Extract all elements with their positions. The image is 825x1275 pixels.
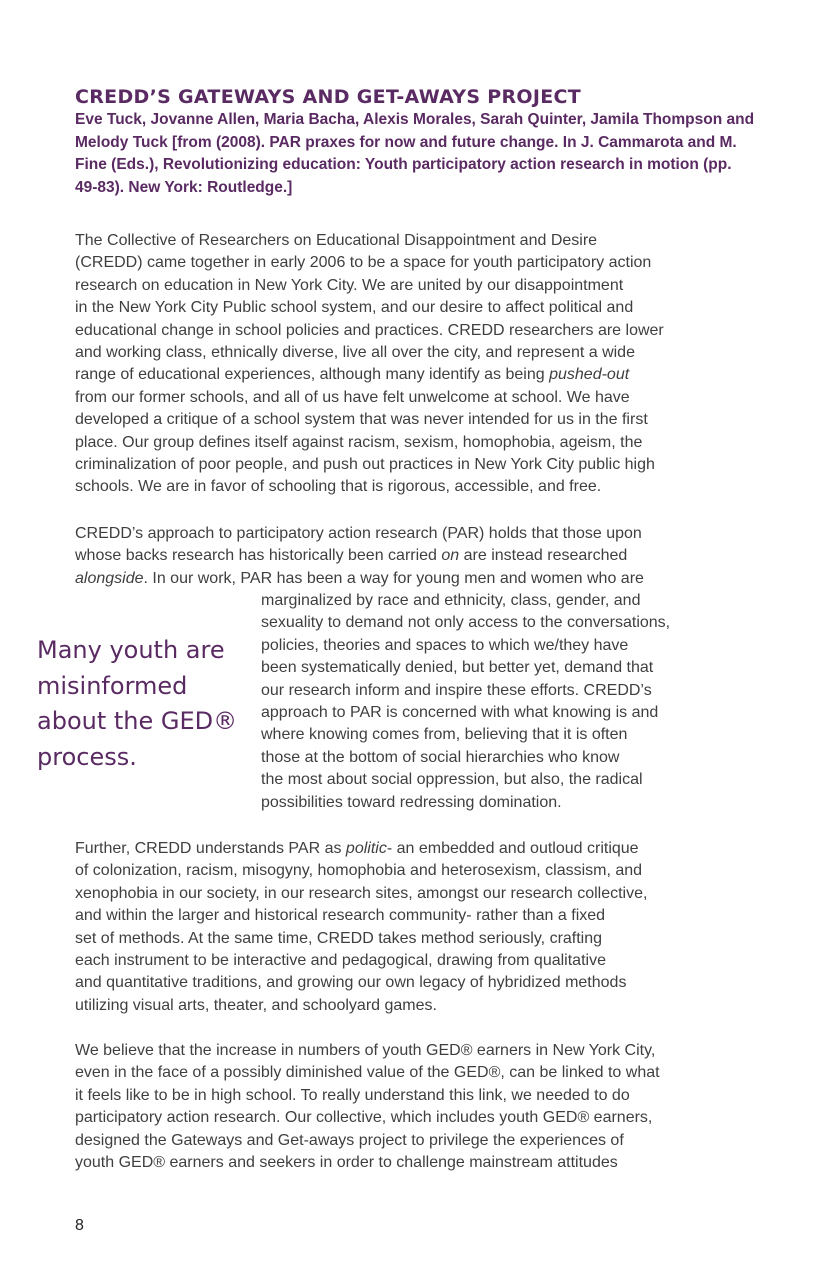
text-line: place. Our group defines itself against racism, sexism, homophobia, ageism, the — [75, 433, 643, 451]
text-line: participatory action research. Our collective, which includes youth GED® earners, — [75, 1109, 653, 1127]
text-line: marginalized by race and ethnicity, class, gender, and — [261, 592, 641, 609]
pull-quote-line: process. — [37, 742, 137, 771]
paragraph-3 — [75, 838, 715, 1017]
text-run: are instead researched — [459, 547, 628, 565]
text-line: criminalization of poor people, and push out practices in New York City public high — [75, 456, 655, 474]
text-line: in the New York City Public school system, and our desire to affect political and — [75, 299, 634, 317]
text-line: sexuality to demand not only access to the conversations, — [261, 614, 671, 632]
text-line: developed a critique of a school system that was never intended for us in the first — [75, 411, 648, 429]
text-line: xenophobia in our society, in our research sites, amongst our research collective, — [75, 884, 648, 902]
text-line: designed the Gateways and Get-aways project to privilege the experiences of — [75, 1131, 624, 1149]
citation-line: Eve Tuck, Jovanne Allen, Maria Bacha, Alexis Morales, Sarah Quinter, Jamila Thompson and — [75, 111, 755, 128]
text-line — [75, 838, 715, 860]
paragraph-4 — [75, 1040, 715, 1174]
pull-quote-line: Many youth are — [37, 636, 225, 664]
paragraph-1 — [75, 230, 715, 499]
text-line: (CREDD) came together in early 2006 to be a space for youth participatory action — [75, 254, 652, 272]
pull-quote — [37, 633, 252, 775]
page-number: 8 — [75, 1217, 84, 1234]
text-line: The Collective of Researchers on Educational Disappointment and Desire — [75, 232, 598, 249]
text-line: even in the face of a possibly diminished value of the GED®, can be linked to what — [75, 1064, 660, 1082]
text-run: Further, CREDD understands PAR as — [75, 840, 346, 857]
text-line: where knowing comes from, believing that it is often — [261, 726, 628, 744]
italic-term: pushed-out — [549, 366, 630, 384]
citation-line: 49-83). New York: Routledge.] — [75, 179, 293, 197]
pull-quote-line: about the GED® — [37, 707, 238, 735]
text-line: research on education in New York City. We are united by our disappointment — [75, 276, 624, 294]
text-run: - an embedded and outloud critique — [386, 840, 639, 857]
text-line: possibilities toward redressing domination. — [261, 793, 562, 811]
text-line: youth GED® earners and seekers in order to challenge mainstream attitudes — [75, 1154, 618, 1172]
text-line: from our former schools, and all of us have felt unwelcome at school. We have — [75, 388, 630, 406]
text-line: CREDD’s approach to participatory action research (PAR) holds that those upon — [75, 525, 642, 542]
text-line: the most about social oppression, but also, the radical — [261, 771, 643, 789]
text-line: and working class, ethnically diverse, live all over the city, and represent a wide — [75, 344, 635, 362]
text-run: . In our work, PAR has been a way for young men and women who are — [143, 569, 644, 587]
paragraph-2-wrapped — [261, 590, 721, 814]
text-line — [75, 568, 715, 590]
text-line: it feels like to be in high school. To really understand this link, we needed to do — [75, 1086, 630, 1104]
citation-line: Fine (Eds.), Revolutionizing education: Youth participatory action research in motion (pp. — [75, 156, 732, 174]
text-line: and within the larger and historical research community- rather than a fixed — [75, 907, 606, 925]
text-line: approach to PAR is concerned with what knowing is and — [261, 704, 659, 722]
text-run: whose backs research has historically been carried — [75, 547, 442, 565]
text-line: of colonization, racism, misogyny, homophobia and heterosexism, classism, and — [75, 862, 643, 880]
text-line — [75, 545, 715, 567]
text-line: and quantitative traditions, and growing our own legacy of hybridized methods — [75, 974, 627, 992]
text-line: utilizing visual arts, theater, and schoolyard games. — [75, 996, 437, 1014]
citation — [75, 109, 755, 200]
text-line — [75, 364, 715, 386]
text-line: We believe that the increase in numbers of youth GED® earners in New York City, — [75, 1042, 656, 1059]
italic-term: on — [441, 547, 460, 565]
pull-quote-line: misinformed — [37, 671, 188, 700]
text-run: range of educational experiences, although many identify as being — [75, 366, 550, 384]
text-line: educational change in school policies and practices. CREDD researchers are lower — [75, 321, 664, 339]
article-title: CREDD’S GATEWAYS AND GET-AWAYS PROJECT — [75, 86, 582, 108]
text-line: each instrument to be interactive and pedagogical, drawing from qualitative — [75, 952, 606, 970]
italic-term: alongside — [75, 569, 144, 587]
text-line: those at the bottom of social hierarchies who know — [261, 748, 620, 766]
paragraph-2-intro — [75, 523, 715, 590]
text-line: set of methods. At the same time, CREDD takes method seriously, crafting — [75, 929, 603, 947]
italic-term: politic — [345, 840, 387, 857]
text-line: our research inform and inspire these efforts. CREDD’s — [261, 681, 652, 699]
text-line: policies, theories and spaces to which we/they have — [261, 636, 629, 654]
text-line: been systematically denied, but better yet, demand that — [261, 659, 654, 677]
citation-line: Melody Tuck [from (2008). PAR praxes for now and future change. In J. Cammarota and M. — [75, 133, 737, 151]
text-line: schools. We are in favor of schooling that is rigorous, accessible, and free. — [75, 478, 602, 496]
